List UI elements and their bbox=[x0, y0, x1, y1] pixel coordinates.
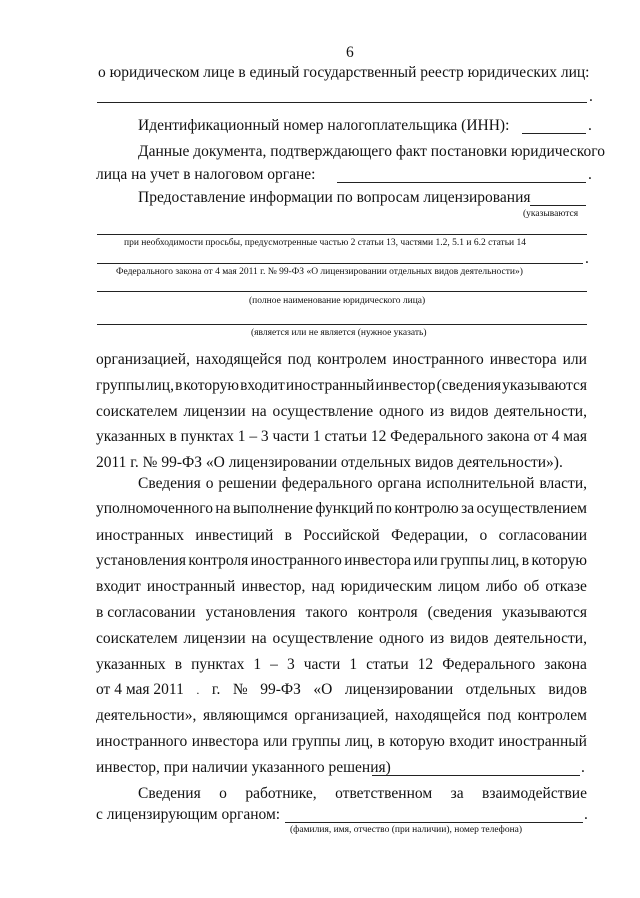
word: от bbox=[533, 428, 548, 445]
word: иностранный bbox=[146, 578, 236, 595]
word: установления bbox=[96, 552, 186, 569]
word: иностранного bbox=[250, 552, 342, 569]
caption-is-or-is-not: (является или не является (нужное указать) bbox=[251, 328, 427, 338]
word: над bbox=[311, 578, 335, 595]
word: 12 bbox=[417, 656, 434, 673]
inn-line-end: . bbox=[588, 117, 592, 134]
word: деятельности», bbox=[96, 707, 197, 724]
word: находящейся bbox=[394, 707, 481, 724]
word: . bbox=[196, 683, 200, 697]
word: за bbox=[450, 785, 464, 802]
fill-line-law bbox=[97, 263, 583, 264]
fill-line-legal-entity bbox=[97, 291, 587, 292]
word: контроля bbox=[188, 552, 249, 569]
word: части bbox=[272, 428, 310, 445]
paragraph-federal-decision-last-line: инвестор, при наличии указанного решения) bbox=[96, 759, 391, 776]
word: 1 bbox=[349, 656, 358, 673]
word: лицензировании bbox=[344, 681, 454, 698]
caption-indicated: (указываются bbox=[523, 209, 579, 219]
inn-fill-line bbox=[522, 133, 586, 134]
word: в bbox=[521, 552, 530, 569]
word: которую bbox=[531, 552, 587, 569]
employee-fill-line bbox=[285, 822, 583, 823]
word: закона bbox=[544, 656, 587, 673]
word: закона bbox=[487, 428, 530, 445]
tax-doc-fill-line bbox=[337, 182, 586, 183]
word: – bbox=[270, 656, 278, 673]
para2-line bbox=[96, 527, 587, 545]
word: лиц, bbox=[491, 552, 520, 569]
licensing-fill-line bbox=[530, 205, 586, 206]
para2-line bbox=[96, 630, 587, 648]
word: 99-ФЗ bbox=[260, 681, 301, 698]
word: за bbox=[461, 500, 475, 517]
para1-line bbox=[96, 428, 587, 446]
word: лиц, bbox=[145, 377, 174, 394]
decision-fill-line bbox=[372, 775, 580, 776]
caption-legal-entity-name: (полное наименование юридического лица) bbox=[249, 296, 426, 306]
word: указываются bbox=[502, 604, 587, 621]
page-number: 6 bbox=[346, 44, 354, 61]
word: № bbox=[232, 681, 248, 698]
word: юридическим bbox=[340, 578, 433, 595]
para2-line bbox=[96, 604, 587, 622]
employee-info-line-2: с лицензирующим органом: bbox=[96, 806, 281, 823]
word: о bbox=[219, 785, 227, 802]
line-end-period-2: . bbox=[585, 250, 589, 267]
word: отдельных bbox=[465, 681, 536, 698]
word: Федерального bbox=[390, 428, 484, 445]
inn-label: Идентификационный номер налогоплательщика (ИНН): bbox=[138, 117, 510, 134]
word: 1 bbox=[237, 428, 246, 445]
word: лицензии bbox=[183, 403, 246, 420]
word: Федерального bbox=[442, 656, 536, 673]
word: в bbox=[284, 527, 292, 544]
licensing-info-label: Предоставление информации по вопросам лицензирования bbox=[138, 189, 531, 206]
para2-line bbox=[96, 500, 587, 518]
word: осуществление bbox=[272, 630, 374, 647]
word: под bbox=[287, 351, 312, 368]
word: группы bbox=[291, 733, 341, 750]
word: Сведения bbox=[138, 475, 201, 492]
word: согласовании bbox=[498, 527, 587, 544]
word: лицом bbox=[438, 578, 480, 595]
para2-line bbox=[96, 733, 587, 751]
caption-employee-contact: (фамилия, имя, отчество (при наличии), номер телефона) bbox=[290, 825, 523, 835]
word: г. bbox=[211, 681, 221, 698]
word: одного bbox=[378, 403, 424, 420]
word: взаимодействие bbox=[482, 785, 587, 802]
word: видов bbox=[449, 630, 489, 647]
word: соискателем bbox=[96, 403, 178, 420]
para2-line bbox=[96, 578, 587, 596]
word: под bbox=[487, 707, 511, 724]
word: по bbox=[375, 500, 392, 517]
para1-line bbox=[96, 377, 587, 395]
word: инвестиций bbox=[195, 527, 274, 544]
word: указываются bbox=[502, 377, 587, 394]
word: из bbox=[429, 630, 445, 647]
tax-doc-line-1: Данные документа, подтверждающего факт постановки юридического bbox=[138, 143, 605, 160]
word: (сведения bbox=[427, 604, 493, 621]
tax-doc-line-end: . bbox=[588, 166, 592, 183]
word: Федерации, bbox=[391, 527, 469, 544]
word: одного bbox=[378, 630, 424, 647]
word: инвестора bbox=[489, 351, 557, 368]
para1-line bbox=[96, 351, 587, 369]
word: ответственном bbox=[335, 785, 433, 802]
line-end-period: . bbox=[589, 88, 593, 105]
paragraph-foreign-control-last-line: 2011 г. № 99-ФЗ «О лицензировании отдельных видов деятельности»). bbox=[96, 454, 563, 471]
fill-line-status bbox=[97, 324, 587, 325]
fill-line-registry bbox=[97, 102, 587, 103]
word: иностранный bbox=[498, 733, 587, 750]
word: указанных bbox=[96, 428, 166, 445]
word: 4 bbox=[551, 428, 560, 445]
word: контролем bbox=[517, 707, 587, 724]
word: которую bbox=[389, 733, 445, 750]
word: 1 bbox=[312, 428, 321, 445]
word: организацией, bbox=[294, 707, 389, 724]
word: либо bbox=[485, 578, 518, 595]
word: иностранных bbox=[96, 527, 184, 544]
tax-doc-line-2: лица на учет в налоговом органе: bbox=[96, 166, 316, 183]
word: группы bbox=[440, 552, 489, 569]
word: организацией, bbox=[96, 351, 190, 368]
word: – bbox=[249, 428, 258, 445]
decision-line-end: . bbox=[581, 759, 585, 776]
word: на bbox=[251, 630, 267, 647]
word: в bbox=[377, 733, 385, 750]
word: пунктах bbox=[191, 656, 245, 673]
word: статьи bbox=[366, 656, 409, 673]
word: уполномоченного bbox=[96, 500, 213, 517]
word: соискателем bbox=[96, 630, 178, 647]
word: о bbox=[205, 475, 214, 492]
word: видов bbox=[449, 403, 489, 420]
employee-line-end: . bbox=[584, 806, 588, 823]
para1-line bbox=[96, 403, 587, 421]
word: иностранного bbox=[96, 733, 188, 750]
word: установления bbox=[205, 604, 296, 621]
word: контролем bbox=[317, 351, 387, 368]
word: выполнение bbox=[232, 500, 313, 517]
word: иностранного bbox=[392, 351, 484, 368]
word: органа bbox=[377, 475, 422, 492]
para2-line bbox=[96, 681, 587, 699]
word: Сведения bbox=[138, 785, 201, 802]
word: инвестора bbox=[191, 733, 259, 750]
word: входит bbox=[449, 733, 495, 750]
para2-line bbox=[96, 707, 587, 725]
word: 3 bbox=[260, 428, 269, 445]
word: Российской bbox=[303, 527, 380, 544]
word: деятельности, bbox=[494, 403, 587, 420]
word: осуществление bbox=[272, 403, 374, 420]
word: или bbox=[413, 552, 438, 569]
word: входит bbox=[96, 578, 141, 595]
caption-federal-law: Федерального закона от 4 мая 2011 г. № 99-ФЗ «О лицензировании отдельных видов деятельности») bbox=[116, 267, 523, 277]
para2-line bbox=[96, 656, 587, 674]
word: инвестора bbox=[344, 552, 412, 569]
word: группы bbox=[96, 377, 145, 394]
word: отказе bbox=[545, 578, 587, 595]
word: 12 bbox=[370, 428, 387, 445]
word: о bbox=[479, 527, 488, 544]
word: решении bbox=[218, 475, 277, 492]
word: работнике, bbox=[245, 785, 317, 802]
word: в bbox=[169, 428, 177, 445]
word: от 4 мая 2011 bbox=[96, 681, 184, 698]
word: указанных bbox=[96, 656, 166, 673]
word: инвестор bbox=[375, 377, 436, 394]
para2-line bbox=[138, 475, 587, 493]
word: части bbox=[303, 656, 341, 673]
word: в согласовании bbox=[96, 604, 196, 621]
word: мая bbox=[563, 428, 587, 445]
word: лиц, bbox=[344, 733, 374, 750]
word: деятельности, bbox=[494, 630, 587, 647]
word: власти, bbox=[539, 475, 587, 492]
word: видов bbox=[548, 681, 587, 698]
word: в bbox=[174, 656, 183, 673]
word: контроля bbox=[357, 604, 418, 621]
word: инвестор, bbox=[241, 578, 306, 595]
word: 3 bbox=[286, 656, 295, 673]
word: (сведения bbox=[436, 377, 502, 394]
word: функций bbox=[315, 500, 374, 517]
word: пунктах bbox=[180, 428, 234, 445]
word: об bbox=[523, 578, 540, 595]
word: иностранный bbox=[285, 377, 375, 394]
employee-info-line-1 bbox=[138, 785, 587, 803]
word: на bbox=[251, 403, 267, 420]
word: 1 bbox=[253, 656, 262, 673]
caption-requests: при необходимости просьбы, предусмотренные частью 2 статьи 13, частями 1.2, 5.1 и 6.2 статьи 14 bbox=[124, 238, 526, 248]
word: находящейся bbox=[195, 351, 282, 368]
word: в bbox=[175, 377, 183, 394]
word: статьи bbox=[324, 428, 367, 445]
word: федерального bbox=[281, 475, 373, 492]
text-line-registry: о юридическом лице в единый государственный реестр юридических лиц: bbox=[98, 64, 590, 81]
word: входит bbox=[240, 377, 285, 394]
word: такого bbox=[305, 604, 348, 621]
word: исполнительной bbox=[426, 475, 535, 492]
word: контролю bbox=[394, 500, 459, 517]
word: или bbox=[263, 733, 288, 750]
word: осуществлением bbox=[476, 500, 587, 517]
word: лицензии bbox=[183, 630, 246, 647]
word: которую bbox=[183, 377, 239, 394]
word: или bbox=[562, 351, 587, 368]
para2-line bbox=[96, 552, 587, 570]
word: являющимся bbox=[202, 707, 288, 724]
fill-line-requests bbox=[97, 234, 587, 235]
word: на bbox=[215, 500, 231, 517]
word: «О bbox=[313, 681, 333, 698]
word: из bbox=[429, 403, 445, 420]
